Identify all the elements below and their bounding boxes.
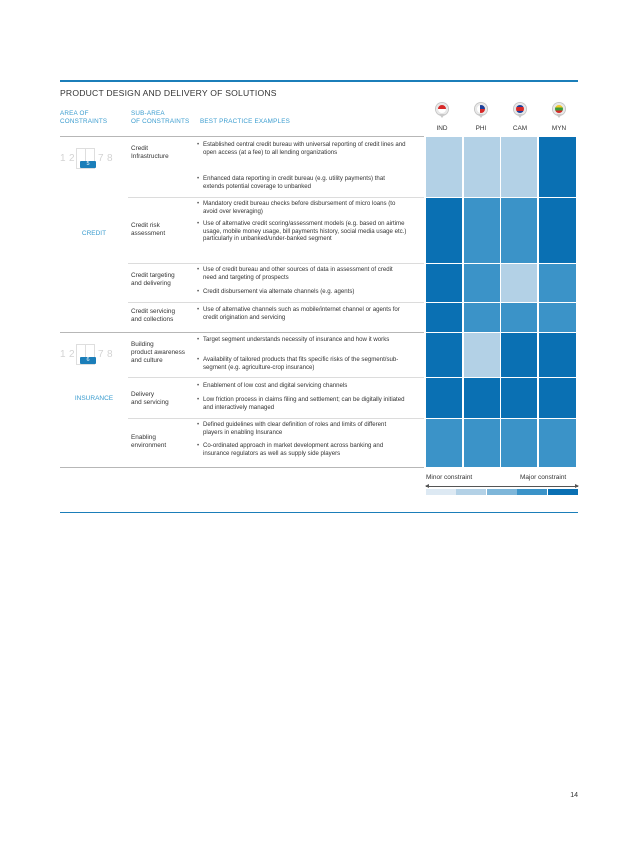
header-practice: BEST PRACTICE EXAMPLES [200, 117, 291, 125]
subarea-label: Delivery and servicing [131, 391, 169, 406]
header-area-line2: CONSTRAINTS [60, 117, 108, 125]
header-area-line1: AREA OF [60, 110, 89, 117]
indicator-tag: 5 [80, 161, 96, 168]
indicator-num: 1 [60, 349, 66, 360]
best-practice-item: • Availability of tailored products that fits specific risks of the segment/sub-segment (e.g. agriculture-crop insurance) [197, 356, 407, 371]
constraint-cell-phi [464, 198, 501, 263]
constraint-cell-phi [464, 264, 501, 302]
indicator-num: 7 [98, 153, 104, 164]
constraint-cell-cam [501, 333, 538, 377]
row-divider [60, 332, 424, 333]
header-subarea [131, 110, 189, 125]
best-practice-item: • Credit disbursement via alternate channels (e.g. agents) [197, 288, 407, 296]
indicator-num: 7 [98, 349, 104, 360]
constraint-cell-phi [464, 419, 501, 467]
flag-pin-icon [517, 114, 523, 118]
indicator-num: 8 [107, 153, 113, 164]
best-practice-item: • Established central credit bureau with universal reporting of credit lines and open access (at a fee) to all lending organizations [197, 141, 407, 156]
header-area [60, 110, 107, 125]
best-practice-item: • Use of credit bureau and other sources of data in assessment of credit need and targeting of prospects [197, 266, 407, 281]
country-code-ind: IND [436, 125, 448, 132]
best-practice-item: • Defined guidelines with clear definition of roles and limits of different players in enabling Insurance [197, 421, 407, 436]
best-practice-item: • Enhanced data reporting in credit bureau (e.g. utility payments) that extends potential coverage to unbanked [197, 175, 407, 190]
constraint-cell-cam [501, 264, 538, 302]
constraint-cell-myn [539, 378, 576, 418]
subarea-label: Credit Infrastructure [131, 145, 169, 160]
constraint-cell-ind [426, 264, 463, 302]
constraint-cell-myn [539, 419, 576, 467]
header-subarea-line1: SUB-AREA [131, 110, 165, 117]
indicator-tag: 6 [80, 357, 96, 364]
best-practice-item: • Low friction process in claims filing and settlement; can be digitally initiated and interactively managed [197, 396, 407, 411]
section-indicator-insurance [60, 344, 118, 366]
constraint-cell-cam [501, 137, 538, 197]
section-indicator-credit [60, 148, 118, 170]
constraint-cell-ind [426, 303, 463, 332]
header-subarea-line2: OF CONSTRAINTS [131, 117, 190, 125]
constraint-cell-phi [464, 303, 501, 332]
legend-swatch [426, 489, 456, 495]
best-practice-item: • Mandatory credit bureau checks before disbursement of micro loans (to avoid over leveraging) [197, 200, 407, 215]
subarea-label: Enabling environment [131, 434, 167, 449]
row-divider [128, 418, 424, 419]
constraint-cell-myn [539, 264, 576, 302]
best-practice-item: • Target segment understands necessity of insurance and how it works [197, 336, 407, 344]
constraint-cell-myn [539, 198, 576, 263]
legend-arrow [426, 486, 578, 487]
subarea-label: Building product awareness and culture [131, 341, 185, 364]
area-label-credit: CREDIT [81, 230, 107, 237]
row-divider [60, 136, 424, 137]
indicator-num: 1 [60, 153, 66, 164]
constraint-cell-ind [426, 419, 463, 467]
subarea-label: Credit risk assessment [131, 222, 166, 237]
constraint-cell-cam [501, 198, 538, 263]
row-divider [128, 377, 424, 378]
flag-pin-icon [556, 114, 562, 118]
legend-major-label: Major constraint [520, 474, 567, 481]
constraint-cell-phi [464, 137, 501, 197]
constraint-cell-ind [426, 198, 463, 263]
constraint-cell-ind [426, 333, 463, 377]
legend-minor-label: Minor constraint [426, 474, 473, 481]
best-practice-item: • Enablement of low cost and digital servicing channels [197, 382, 407, 390]
constraint-cell-cam [501, 378, 538, 418]
page-number: 14 [570, 792, 578, 799]
indicator-num: 2 [69, 349, 75, 360]
constraint-cell-phi [464, 378, 501, 418]
constraint-cell-myn [539, 137, 576, 197]
flag-pin-icon [439, 114, 445, 118]
constraint-cell-cam [501, 303, 538, 332]
row-divider [128, 263, 424, 264]
area-label-insurance: INSURANCE [74, 395, 114, 402]
flag-pin-icon [478, 114, 484, 118]
subarea-label: Credit servicing and collections [131, 308, 176, 323]
indicator-num: 2 [69, 153, 75, 164]
best-practice-item: • Use of alternative credit scoring/assessment models (e.g. based on airtime usage, mobile money usage, bill payments history, social media usage etc.) particularly in unbanked/under-banked segment [197, 220, 407, 243]
legend-swatch [487, 489, 517, 495]
indicator-num: 8 [107, 349, 113, 360]
legend-swatch [517, 489, 547, 495]
constraint-cell-phi [464, 333, 501, 377]
row-divider [60, 467, 424, 468]
country-code-myn: MYN [551, 125, 567, 132]
constraint-cell-ind [426, 378, 463, 418]
constraint-cell-myn [539, 333, 576, 377]
row-divider [128, 302, 424, 303]
country-code-cam: CAM [512, 125, 528, 132]
title-rule [60, 80, 578, 82]
legend-swatch [548, 489, 578, 495]
best-practice-item: • Use of alternative channels such as mobile/internet channel or agents for credit origination and servicing [197, 306, 407, 321]
row-divider [128, 197, 424, 198]
bottom-rule [60, 512, 578, 513]
best-practice-item: • Co-ordinated approach in market development across banking and insurance regulators as well as supply side players [197, 442, 407, 457]
constraint-cell-ind [426, 137, 463, 197]
constraint-cell-cam [501, 419, 538, 467]
legend-swatch [456, 489, 486, 495]
page-title: PRODUCT DESIGN AND DELIVERY OF SOLUTIONS [60, 88, 277, 98]
constraint-cell-myn [539, 303, 576, 332]
country-code-phi: PHI [475, 125, 487, 132]
subarea-label: Credit targeting and delivering [131, 272, 175, 287]
